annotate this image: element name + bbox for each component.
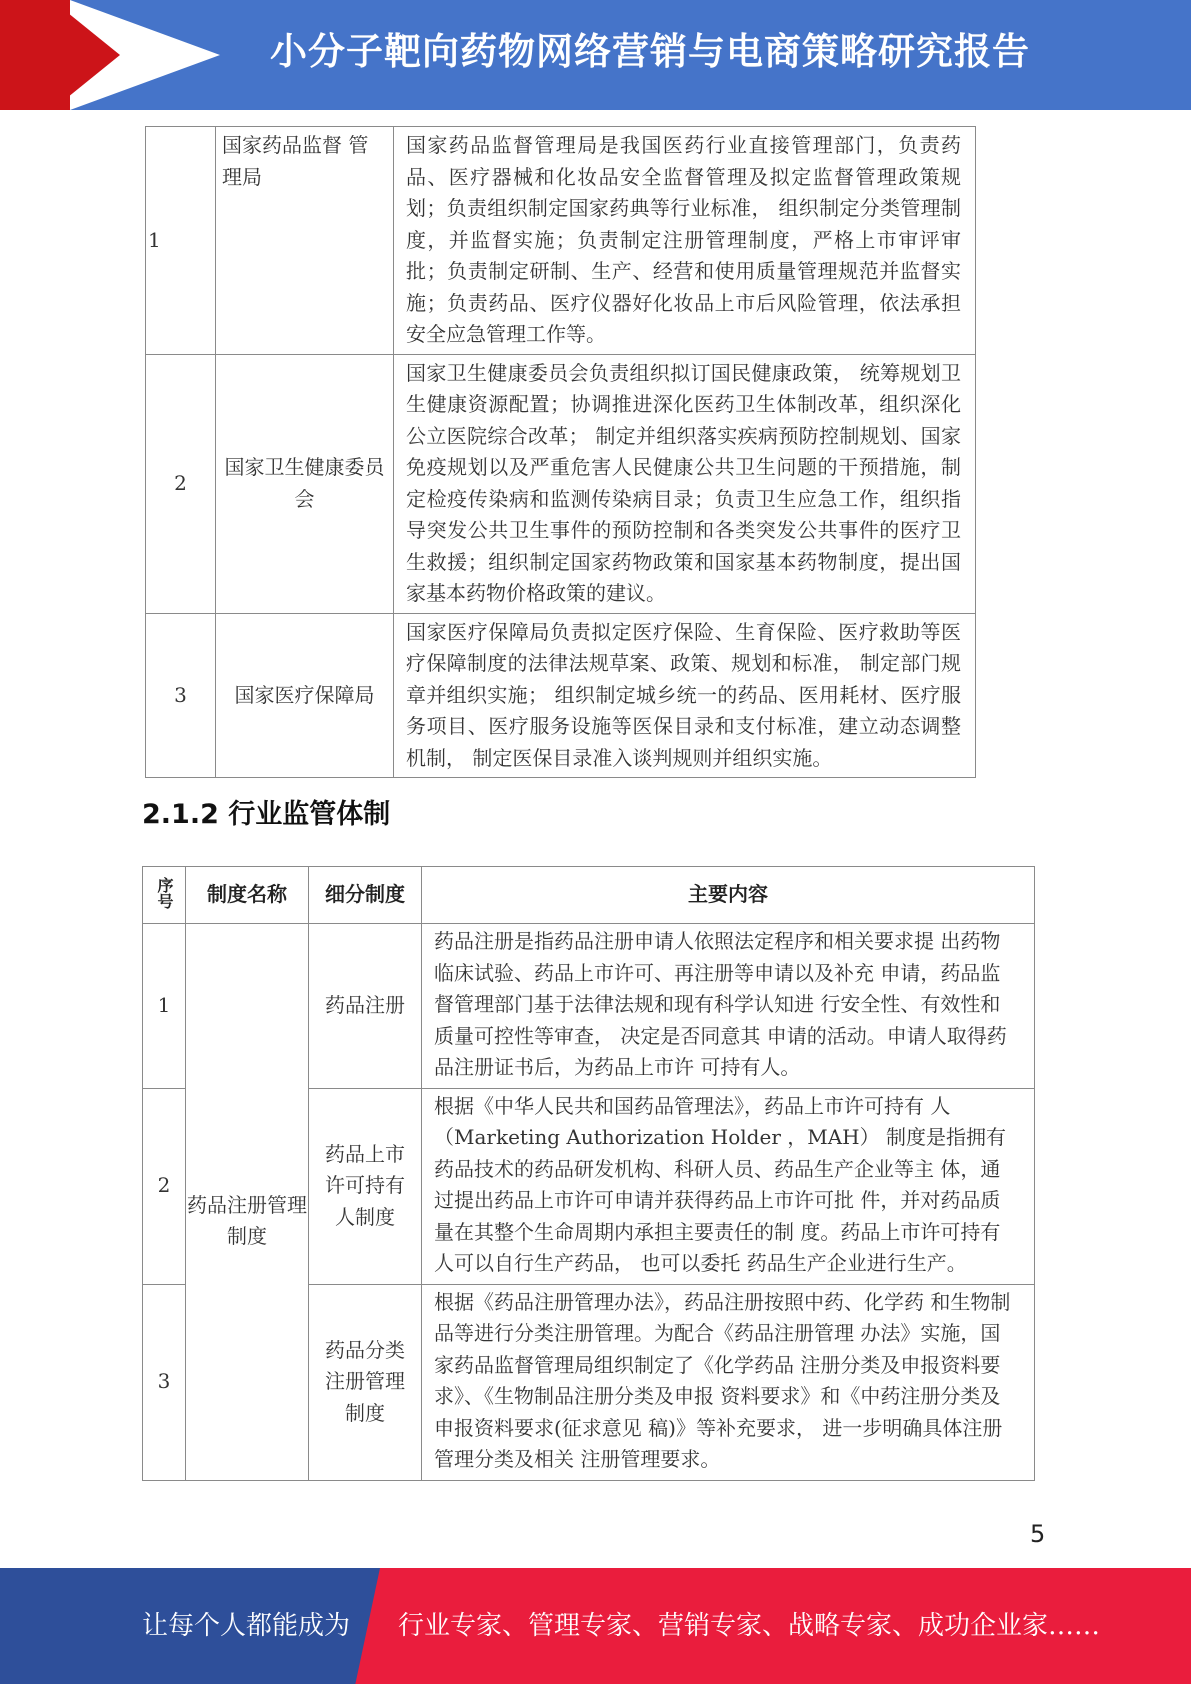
agency-table bbox=[145, 126, 976, 778]
header-arrow-red-decoration bbox=[52, 0, 120, 110]
column-header-system: 制度名称 bbox=[186, 867, 309, 924]
subsystem-name: 药品分类注册管理制度 bbox=[309, 1284, 422, 1480]
page-number: 5 bbox=[1030, 1520, 1046, 1548]
table-row bbox=[146, 354, 976, 613]
table-header-row bbox=[143, 867, 1035, 924]
row-index: 1 bbox=[146, 127, 216, 355]
row-index: 2 bbox=[146, 354, 216, 613]
row-index: 3 bbox=[143, 1284, 186, 1480]
agency-name: 国家药品监督 管理局 bbox=[216, 127, 394, 355]
content-description: 药品注册是指药品注册申请人依照法定程序和相关要求提 出药物临床试验、药品上市许可、再注册等申请以及补充 申请，药品监督管理部门基于法律法规和现有科学认知进 行安全性、有效性和质量可控性等审查， 决定是否同意其 申请的活动。申请人取得药品注册证书后，为药品上市许 可持有人。 bbox=[422, 924, 1035, 1089]
column-header-subsystem: 细分制度 bbox=[309, 867, 422, 924]
row-index: 3 bbox=[146, 613, 216, 778]
agency-name: 国家医疗保障局 bbox=[216, 613, 394, 778]
column-header-content: 主要内容 bbox=[422, 867, 1035, 924]
subsystem-name: 药品上市许可持有人制度 bbox=[309, 1088, 422, 1284]
agency-description: 国家医疗保障局负责拟定医疗保险、生育保险、医疗救助等医疗保障制度的法律法规草案、政策、规划和标准， 制定部门规章并组织实施； 组织制定城乡统一的药品、医用耗材、医疗服务项目、医疗服务设施等医保目录和支付标准，建立动态调整机制， 制定医保目录准入谈判规则并组织实施。 bbox=[394, 613, 976, 778]
column-header-seq bbox=[143, 867, 186, 924]
report-title: 小分子靶向药物网络营销与电商策略研究报告 bbox=[270, 30, 1030, 73]
subsystem-name: 药品注册 bbox=[309, 924, 422, 1089]
row-index: 1 bbox=[143, 924, 186, 1089]
footer-slogan-right: 行业专家、管理专家、营销专家、战略专家、成功企业家…… bbox=[398, 1611, 1101, 1641]
footer-slogan-left: 让每个人都能成为 bbox=[142, 1611, 351, 1641]
page-header bbox=[0, 0, 1191, 110]
page-footer bbox=[0, 1568, 1191, 1684]
column-header-seq-text: 序号 bbox=[155, 877, 174, 909]
agency-description: 国家药品监督管理局是我国医药行业直接管理部门，负责药品、医疗器械和化妆品安全监督管理及拟定监督管理政策规划；负责组织制定国家药典等行业标准， 组织制定分类管理制度，并监督实施；负责制定注册管理制度，严格上市审评审批；负责制定研制、生产、经营和使用质量管理规范并监督实施；负责药品、医疗仪器好化妆品上市后风险管理，依法承担安全应急管理工作等。 bbox=[394, 127, 976, 355]
table-row bbox=[146, 613, 976, 778]
content-description: 根据《药品注册管理办法》，药品注册按照中药、化学药 和生物制品等进行分类注册管理。为配合《药品注册管理 办法》实施，国家药品监督管理局组织制定了《化学药品 注册分类及申报资料要求》、《生物制品注册分类及申报 资料要求》和《中药注册分类及申报资料要求(征求意见 稿)》等补充要求， 进一步明确具体注册管理分类及相关 注册管理要求。 bbox=[422, 1284, 1035, 1480]
section-heading: 2.1.2 行业监管体制 bbox=[142, 799, 391, 830]
agency-description: 国家卫生健康委员会负责组织拟订国民健康政策， 统筹规划卫生健康资源配置；协调推进深化医药卫生体制改革，组织深化公立医院综合改革； 制定并组织落实疾病预防控制规划、国家免疫规划以及严重危害人民健康公共卫生问题的干预措施，制定检疫传染病和监测传染病目录；负责卫生应急工作，组织指导突发公共卫生事件的预防控制和各类突发公共事件的医疗卫生救援；组织制定国家药物政策和国家基本药物制度，提出国家基本药物价格政策的建议。 bbox=[394, 354, 976, 613]
system-name: 药品注册管理制度 bbox=[186, 924, 309, 1481]
table-row bbox=[146, 127, 976, 355]
agency-name: 国家卫生健康委员会 bbox=[216, 354, 394, 613]
content-description: 根据《中华人民共和国药品管理法》，药品上市许可持有 人（Marketing Authorization Holder ，MAH） 制度是指拥有 药品技术的药品研发机构、科研人员、药品生产企业等主 体，通过提出药品上市许可申请并获得药品上市许可批 件，并对药品质量在其整个生命周期内承担主要责任的制 度。药品上市许可持有人可以自行生产药品， 也可以委托 药品生产企业进行生产。 bbox=[422, 1088, 1035, 1284]
regulation-table bbox=[142, 866, 1035, 1481]
row-index: 2 bbox=[143, 1088, 186, 1284]
table-row bbox=[143, 924, 1035, 1089]
